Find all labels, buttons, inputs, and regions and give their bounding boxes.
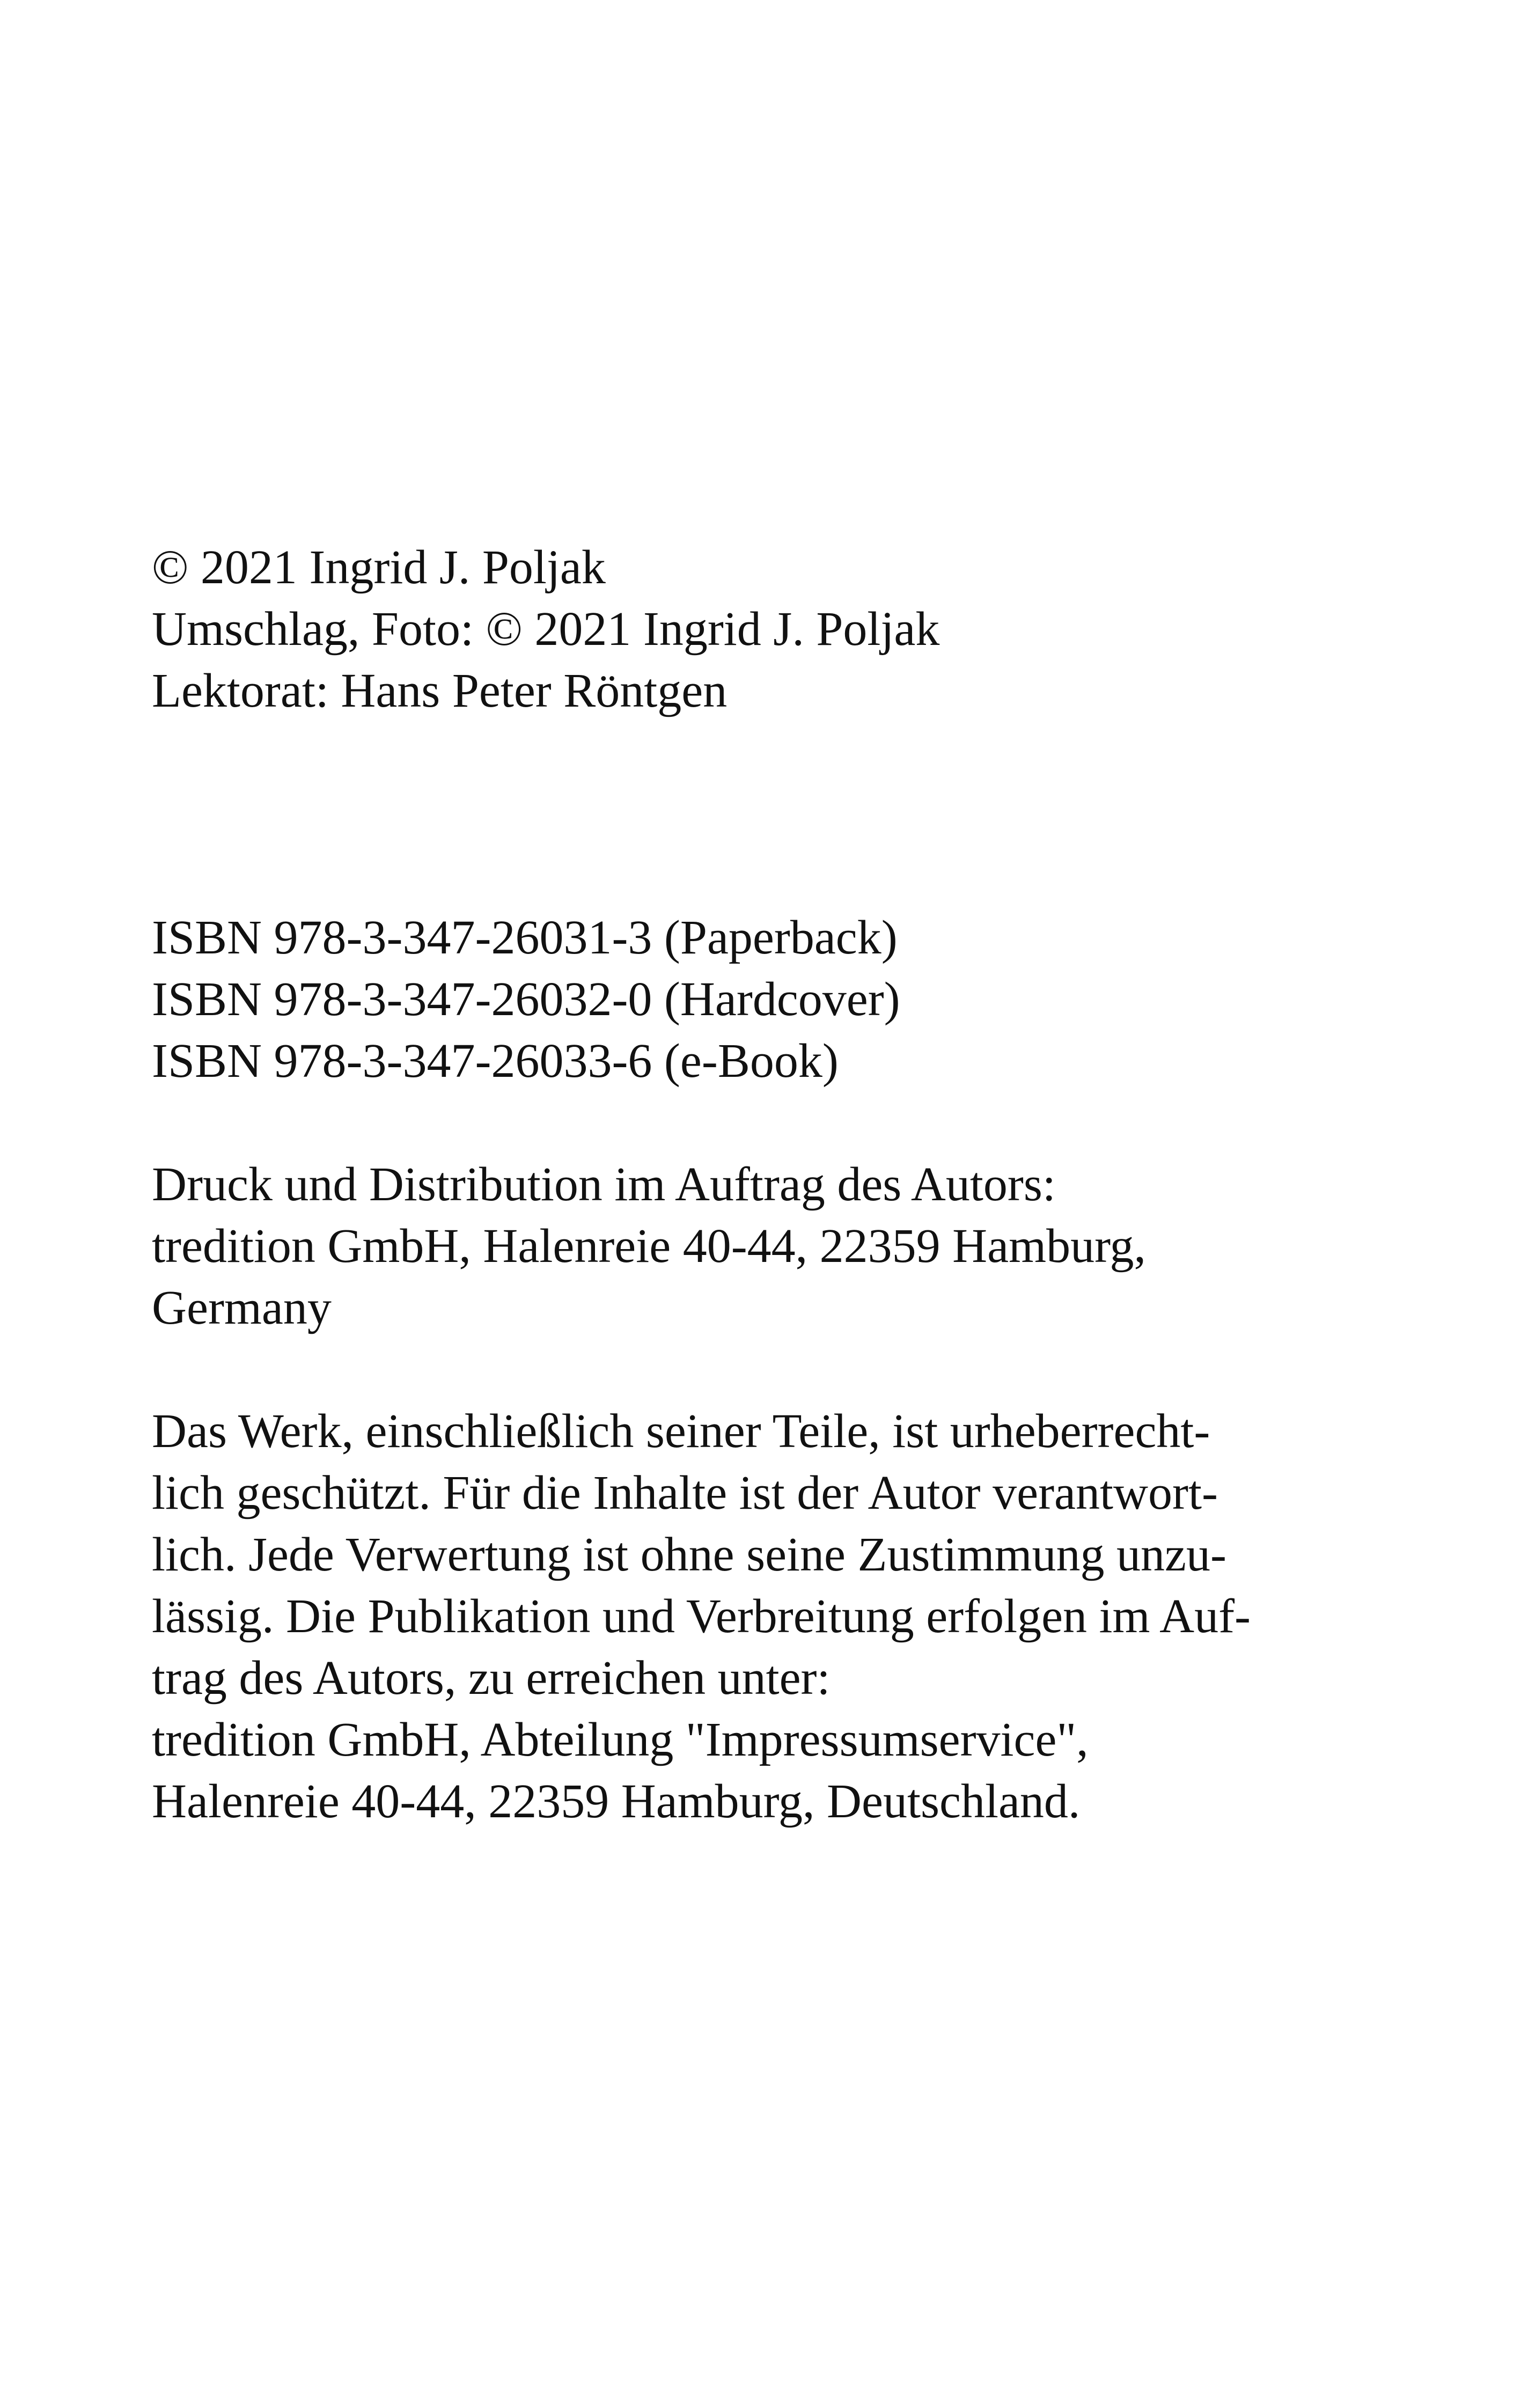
credits-block bbox=[152, 537, 1386, 722]
legal-notice-block bbox=[152, 1400, 1386, 1832]
spacer bbox=[152, 1092, 1386, 1154]
distribution-line: Druck und Distribution im Auftrag des Autors: bbox=[152, 1158, 1056, 1211]
distribution-block bbox=[152, 1154, 1386, 1339]
cover-photo-credit-line: Umschlag, Foto: © 2021 Ingrid J. Poljak bbox=[152, 603, 940, 656]
isbn-paperback-line: ISBN 978-3-347-26031-3 (Paperback) bbox=[152, 911, 898, 964]
spacer bbox=[152, 1339, 1386, 1400]
copyright-line: © 2021 Ingrid J. Poljak bbox=[152, 541, 606, 594]
legal-line: Halenreie 40-44, 22359 Hamburg, Deutschland. bbox=[152, 1775, 1081, 1828]
isbn-ebook-line: ISBN 978-3-347-26033-6 (e-Book) bbox=[152, 1034, 839, 1088]
distribution-line: tredition GmbH, Halenreie 40-44, 22359 Hamburg, bbox=[152, 1220, 1146, 1273]
isbn-hardcover-line: ISBN 978-3-347-26032-0 (Hardcover) bbox=[152, 973, 900, 1026]
editor-credit-line: Lektorat: Hans Peter Röntgen bbox=[152, 664, 728, 717]
isbn-block bbox=[152, 907, 1386, 1092]
legal-line: tredition GmbH, Abteilung "Impressumservice", bbox=[152, 1713, 1089, 1766]
legal-line: lich geschützt. Für die Inhalte ist der Autor verantwort- bbox=[152, 1466, 1218, 1519]
legal-line: trag des Autors, zu erreichen unter: bbox=[152, 1651, 831, 1705]
legal-line: lässig. Die Publikation und Verbreitung erfolgen im Auf- bbox=[152, 1590, 1251, 1643]
imprint-text bbox=[152, 537, 1386, 1832]
legal-line: Das Werk, einschließlich seiner Teile, ist urheberrecht- bbox=[152, 1405, 1210, 1458]
legal-line: lich. Jede Verwertung ist ohne seine Zustimmung unzu- bbox=[152, 1528, 1226, 1581]
spacer bbox=[152, 722, 1386, 907]
distribution-line: Germany bbox=[152, 1281, 332, 1334]
